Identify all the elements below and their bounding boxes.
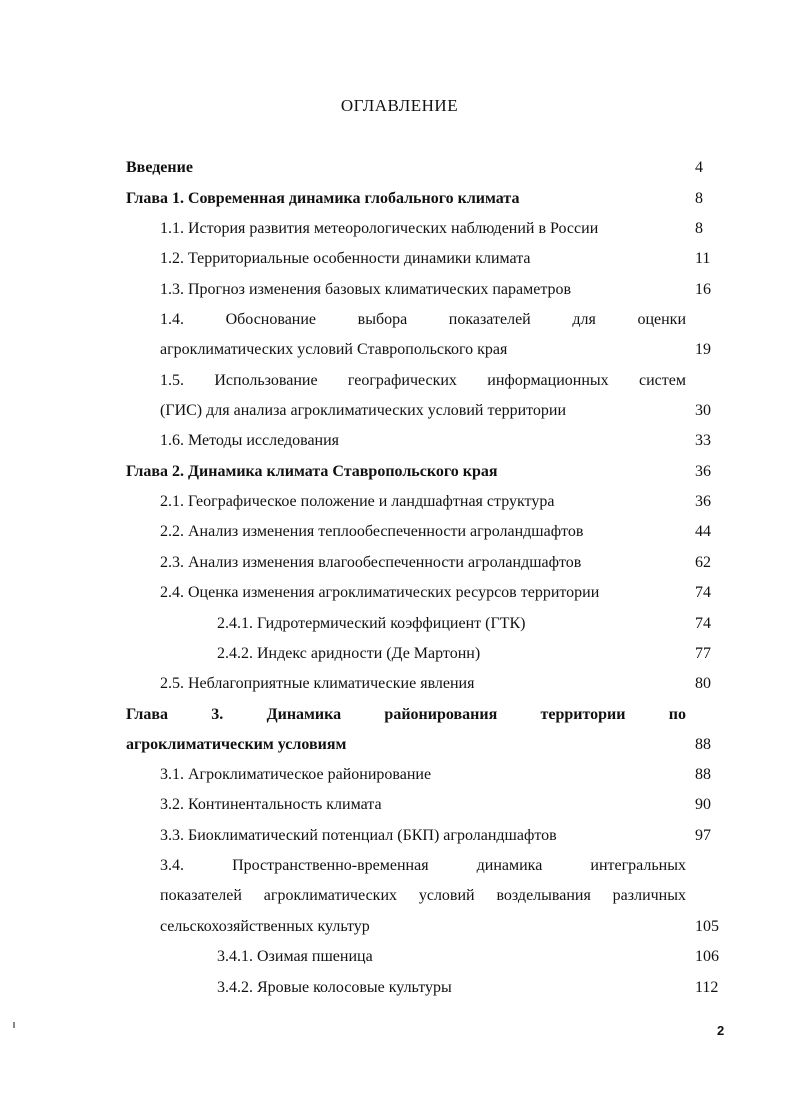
toc-entry-section-1-2: 1.2. Территориальные особенности динамики климата (160, 250, 531, 267)
toc-entry-section-3-4-2: 3.4.2. Яровые колосовые культуры (217, 979, 452, 996)
toc-page-section-3-2: 90 (695, 796, 711, 813)
toc-page-section-2-4-1: 74 (695, 615, 711, 632)
toc-entry-section-1-6: 1.6. Методы исследования (160, 432, 340, 449)
toc-entry-section-1-5-line-2: (ГИС) для анализа агроклиматических условий территории (160, 402, 567, 419)
toc-entry-section-3-1: 3.1. Агроклиматическое районирование (160, 766, 432, 783)
toc-entry-section-2-5: 2.5. Неблагоприятные климатические явления (160, 675, 475, 692)
toc-page-section-2-3: 62 (695, 554, 711, 571)
toc-page-section-1-1: 8 (695, 220, 703, 237)
toc-page-chapter-2: 36 (695, 463, 711, 480)
toc-page-section-2-2: 44 (695, 523, 711, 540)
toc-entry-introduction: Введение (126, 159, 193, 176)
toc-entry-section-2-4: 2.4. Оценка изменения агроклиматических ресурсов территории (160, 584, 600, 601)
page-number: 2 (717, 1023, 725, 1038)
toc-entry-section-1-4-line-1: 1.4. Обоснование выбора показателей для оценки (160, 311, 686, 328)
toc-page-section-1-5: 30 (695, 402, 711, 419)
toc-entry-section-3-4-line-3: сельскохозяйственных культур (160, 918, 370, 935)
toc-page-chapter-1: 8 (695, 190, 703, 207)
toc-entry-section-1-1: 1.1. История развития метеорологических наблюдений в России (160, 220, 599, 237)
toc-page-section-2-4: 74 (695, 584, 711, 601)
toc-page-section-1-3: 16 (695, 281, 711, 298)
toc-entry-section-2-2: 2.2. Анализ изменения теплообеспеченности агроландшафтов (160, 523, 584, 540)
toc-page-section-1-4: 19 (695, 341, 711, 358)
toc-entry-section-1-4-line-2: агроклиматических условий Ставропольского края (160, 341, 508, 358)
toc-page-section-3-4-1: 106 (695, 948, 719, 965)
toc-entry-chapter-3-line-2: агроклиматическим условиям (126, 736, 347, 753)
toc-page-section-2-1: 36 (695, 493, 711, 510)
toc-page-section-1-6: 33 (695, 432, 711, 449)
toc-page-introduction: 4 (695, 159, 703, 176)
scan-margin-mark (13, 1022, 15, 1028)
toc-entry-section-2-4-2: 2.4.2. Индекс аридности (Де Мартонн) (217, 645, 481, 662)
toc-entry-section-3-2: 3.2. Континентальность климата (160, 796, 382, 813)
toc-page-section-3-4-2: 112 (695, 979, 719, 996)
toc-entry-section-3-4-line-2: показателей агроклиматических условий возделывания различных (160, 887, 686, 904)
toc-page-section-3-3: 97 (695, 827, 711, 844)
toc-entry-section-1-5-line-1: 1.5. Использование географических информационных систем (160, 372, 686, 389)
toc-page-section-2-5: 80 (695, 675, 711, 692)
toc-entry-section-2-3: 2.3. Анализ изменения влагообеспеченности агроландшафтов (160, 554, 582, 571)
toc-page-section-2-4-2: 77 (695, 645, 711, 662)
toc-entry-section-3-3: 3.3. Биоклиматический потенциал (БКП) агроландшафтов (160, 827, 557, 844)
toc-entry-section-2-4-1: 2.4.1. Гидротермический коэффициент (ГТК) (217, 615, 526, 632)
toc-entry-chapter-3-line-1: Глава 3. Динамика районирования территории по (126, 706, 686, 723)
toc-entry-section-2-1: 2.1. Географическое положение и ландшафтная структура (160, 493, 555, 510)
toc-entry-section-1-3: 1.3. Прогноз изменения базовых климатических параметров (160, 281, 572, 298)
toc-page-section-3-1: 88 (695, 766, 711, 783)
toc-page-chapter-3: 88 (695, 736, 711, 753)
page-title: ОГЛАВЛЕНИЕ (340, 96, 459, 115)
toc-entry-chapter-1: Глава 1. Современная динамика глобального климата (126, 190, 520, 207)
toc-entry-section-3-4-1: 3.4.1. Озимая пшеница (217, 948, 373, 965)
toc-entry-section-3-4-line-1: 3.4. Пространственно-временная динамика интегральных (160, 857, 686, 874)
toc-page-section-3-4: 105 (695, 918, 719, 935)
toc-page-section-1-2: 11 (695, 250, 711, 267)
toc-entry-chapter-2: Глава 2. Динамика климата Ставропольского края (126, 463, 498, 480)
